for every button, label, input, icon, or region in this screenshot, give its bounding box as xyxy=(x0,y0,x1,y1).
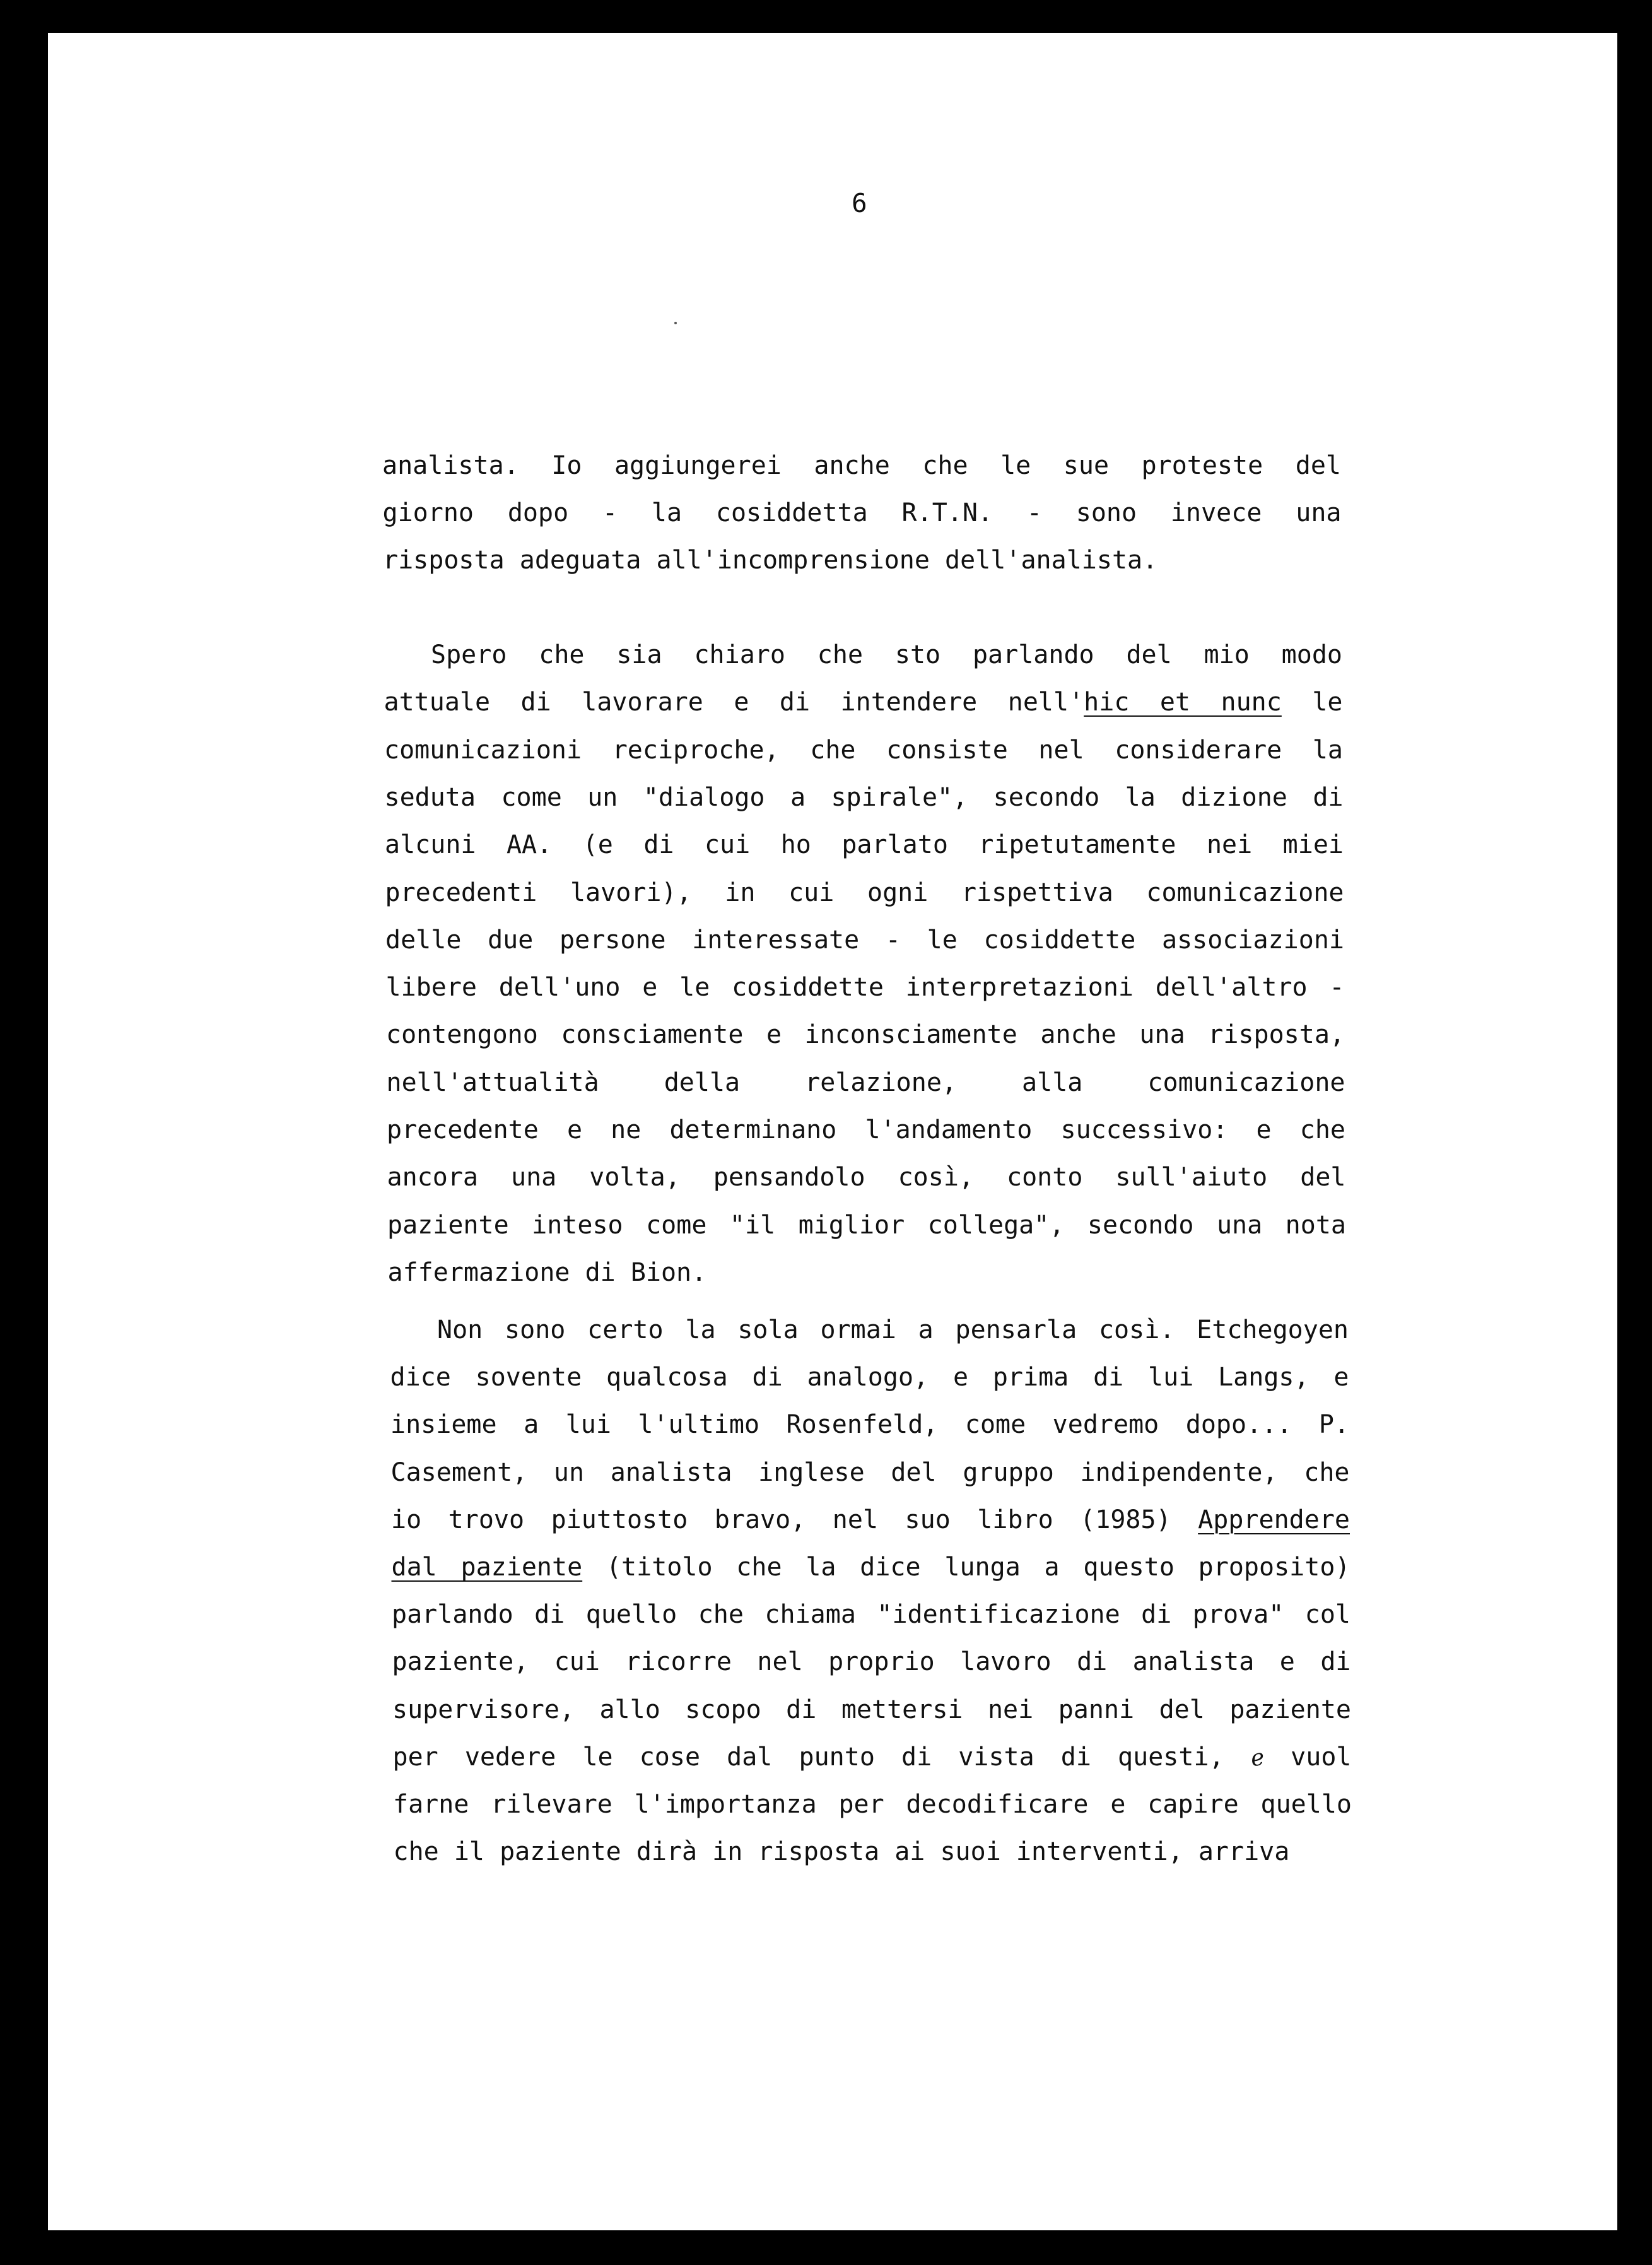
text-line xyxy=(384,685,1343,720)
text-line xyxy=(394,1834,1352,1869)
underlined-term: hic et nunc xyxy=(1084,688,1282,717)
text-line xyxy=(383,543,1342,578)
text-line xyxy=(393,1787,1352,1822)
text-segment: comunicazioni reciproche, che consiste nel considerare la xyxy=(384,735,1343,765)
text-segment: per vedere le cose dal punto di vista di questi, xyxy=(392,1742,1251,1772)
text-segment: supervisore, allo scopo di mettersi nei panni del paziente xyxy=(392,1695,1351,1724)
text-line xyxy=(387,1065,1345,1100)
text-line xyxy=(390,1360,1349,1395)
text-segment: paziente, cui ricorre nel proprio lavoro di analista e di xyxy=(392,1647,1351,1677)
text-line xyxy=(386,970,1345,1005)
text-line xyxy=(387,1112,1345,1148)
text-line xyxy=(391,1502,1350,1538)
text-line xyxy=(385,780,1344,815)
text-segment: contengono consciamente e inconsciamente anche una risposta, xyxy=(386,1020,1345,1050)
text-segment: alcuni AA. (e di cui ho parlato ripetutamente nei miei xyxy=(385,830,1344,860)
text-segment: ancora una volta, pensandolo così, conto sull'aiuto del xyxy=(387,1163,1346,1192)
scan-speck xyxy=(674,322,677,324)
text-line xyxy=(385,875,1344,910)
underlined-term: Apprendere xyxy=(1198,1505,1350,1534)
text-line xyxy=(392,1550,1350,1585)
text-line xyxy=(386,1017,1345,1052)
text-line xyxy=(385,922,1344,958)
text-line xyxy=(390,1312,1349,1348)
text-line xyxy=(388,1255,1347,1290)
text-segment: attuale di lavorare e di intendere nell' xyxy=(384,688,1084,717)
text-line xyxy=(392,1597,1350,1632)
text-segment: (titolo che la dice lunga a questo proposito) xyxy=(582,1553,1350,1582)
text-segment: parlando di quello che chiama "identificazione di prova" col xyxy=(392,1600,1350,1630)
text-line xyxy=(393,1739,1352,1775)
text-segment: Spero che sia chiaro che sto parlando del mio modo xyxy=(431,640,1342,669)
text-segment: farne rilevare l'importanza per decodificare e capire quello xyxy=(393,1790,1352,1819)
text-segment: precedente e ne determinano l'andamento successivo: e che xyxy=(387,1115,1345,1144)
text-segment: paziente inteso come "il miglior collega", secondo una nota xyxy=(387,1210,1346,1240)
text-line xyxy=(387,1160,1346,1195)
text-segment: risposta adeguata all'incomprensione dell'analista. xyxy=(383,546,1158,575)
text-segment: dice sovente qualcosa di analogo, e prima di lui Langs, e xyxy=(390,1363,1349,1392)
text-segment: insieme a lui l'ultimo Rosenfeld, come vedremo dopo... P. xyxy=(390,1410,1349,1440)
text-line xyxy=(391,1455,1350,1490)
text-line xyxy=(390,1407,1349,1442)
text-line xyxy=(384,732,1343,768)
text-line xyxy=(392,1692,1351,1727)
text-segment: io trovo piuttosto bravo, nel suo libro (1985) xyxy=(391,1505,1198,1534)
handwritten-correction: e xyxy=(1248,1744,1266,1772)
text-segment: seduta come un "dialogo a spirale", secondo la dizione di xyxy=(384,782,1344,812)
text-segment: le xyxy=(1281,688,1343,717)
text-segment: delle due persone interessate - le cosiddette associazioni xyxy=(385,925,1344,955)
text-segment: Non sono certo la sola ormai a pensarla così. Etchegoyen xyxy=(437,1315,1349,1344)
text-segment: vuol xyxy=(1264,1742,1352,1772)
text-segment: Casement, un analista inglese del gruppo indipendente, che xyxy=(390,1457,1350,1487)
text-segment: che il paziente dirà in risposta ai suoi interventi, arriva xyxy=(393,1837,1290,1867)
text-segment: libere dell'uno e le cosiddette interpretazioni dell'altro - xyxy=(385,973,1345,1003)
text-segment: giorno dopo - la cosiddetta R.T.N. - sono invece una xyxy=(382,498,1342,527)
text-segment: precedenti lavori), in cui ogni rispettiva comunicazione xyxy=(385,878,1344,907)
text-line xyxy=(392,1644,1351,1680)
text-segment: analista. Io aggiungerei anche che le sue proteste del xyxy=(382,451,1341,480)
text-line xyxy=(385,827,1344,862)
underlined-term: dal paziente xyxy=(391,1553,583,1582)
text-line xyxy=(384,637,1342,673)
page-number: 6 xyxy=(852,188,867,218)
text-line xyxy=(383,495,1342,531)
text-line xyxy=(382,448,1341,483)
text-segment: nell'attualità della relazione, alla comunicazione xyxy=(386,1068,1345,1097)
text-line xyxy=(387,1208,1346,1243)
text-segment: affermazione di Bion. xyxy=(387,1257,707,1287)
